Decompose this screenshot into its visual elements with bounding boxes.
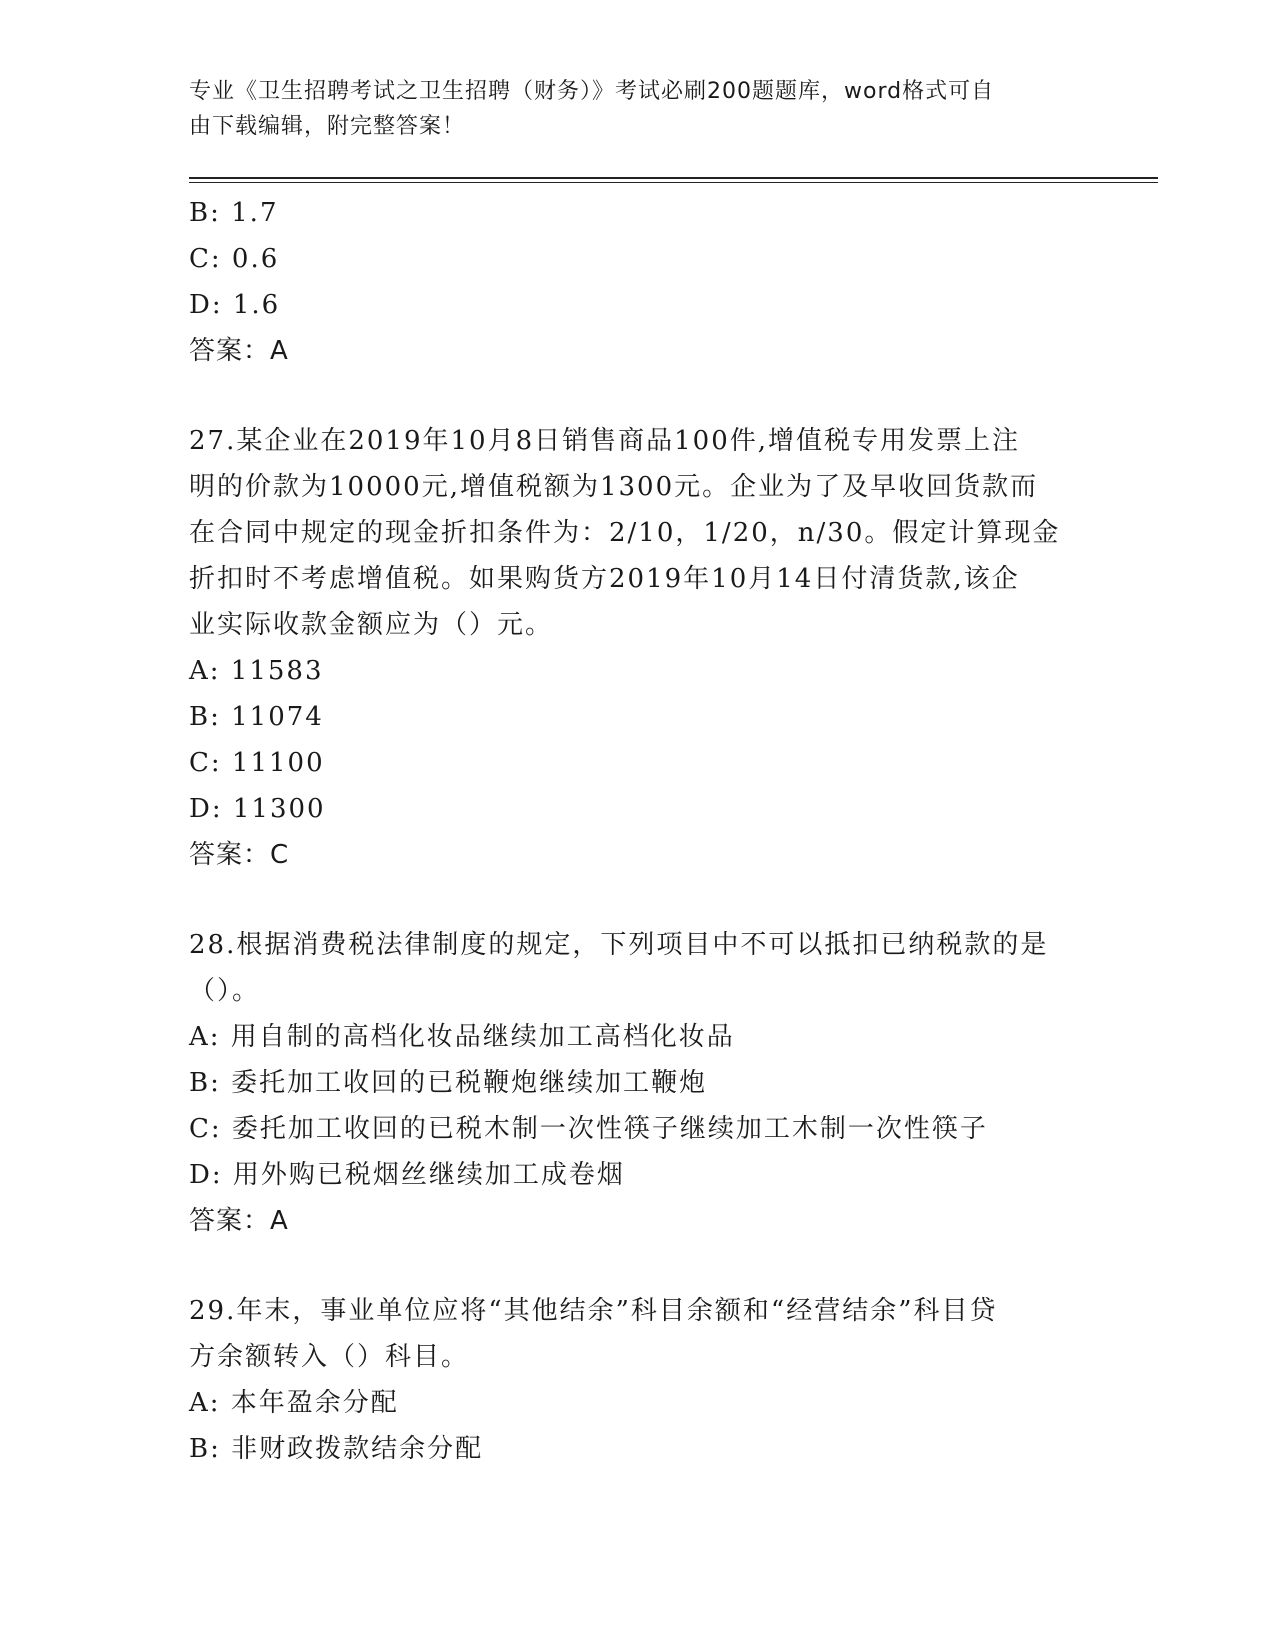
- question-line: （）。: [189, 976, 261, 1006]
- question-line: 业实际收款金额应为（）元。: [189, 610, 554, 640]
- question-block: [189, 190, 1089, 374]
- option-a: A: 本年盈余分配: [189, 1388, 399, 1418]
- question-line: 在合同中规定的现金折扣条件为：2/10，1/20，n/30。假定计算现金: [189, 518, 1061, 548]
- header-rule-thick: [189, 177, 1158, 179]
- option-d: D: 11300: [189, 794, 326, 824]
- question-list: [189, 190, 1089, 1472]
- answer-line: 答案：A: [189, 336, 289, 366]
- question-text: [189, 418, 1089, 648]
- question-line: 折扣时不考虑增值税。如果购货方2019年10月14日付清货款,该企: [189, 564, 1020, 594]
- question-text: [189, 1288, 1089, 1380]
- option-b: B: 1.7: [189, 198, 279, 228]
- option-d: D: 用外购已税烟丝继续加工成卷烟: [189, 1160, 625, 1190]
- option-a: A: 11583: [189, 656, 324, 686]
- question-block: [189, 418, 1089, 878]
- question-line: 29.年末，事业单位应将“其他结余”科目余额和“经营结余”科目贷: [189, 1296, 998, 1326]
- question-line: 27.某企业在2019年10月8日销售商品100件,增值税专用发票上注: [189, 426, 1021, 456]
- option-d: D: 1.6: [189, 290, 281, 320]
- option-c: C: 11100: [189, 748, 325, 778]
- question-block: [189, 1288, 1089, 1472]
- option-c: C: 委托加工收回的已税木制一次性筷子继续加工木制一次性筷子: [189, 1114, 988, 1144]
- header-rule-thin: [189, 182, 1158, 183]
- option-b: B: 11074: [189, 702, 324, 732]
- question-text: [189, 922, 1089, 1014]
- answer-line: 答案：A: [189, 1206, 289, 1236]
- header-line-1: 专业《卫生招聘考试之卫生招聘（财务）》考试必刷200题题库，word格式可自: [189, 79, 995, 104]
- question-line: 方余额转入（）科目。: [189, 1342, 470, 1372]
- header-line-2: 由下载编辑，附完整答案！: [189, 114, 466, 139]
- option-b: B: 非财政拨款结余分配: [189, 1434, 484, 1464]
- option-b: B: 委托加工收回的已税鞭炮继续加工鞭炮: [189, 1068, 708, 1098]
- answer-line: 答案：C: [189, 840, 290, 870]
- option-c: C: 0.6: [189, 244, 280, 274]
- question-line: 28.根据消费税法律制度的规定，下列项目中不可以抵扣已纳税款的是: [189, 930, 1049, 960]
- question-block: [189, 922, 1089, 1244]
- option-a: A: 用自制的高档化妆品继续加工高档化妆品: [189, 1022, 735, 1052]
- document-header: [189, 74, 1089, 144]
- question-line: 明的价款为10000元,增值税额为1300元。企业为了及早收回货款而: [189, 472, 1039, 502]
